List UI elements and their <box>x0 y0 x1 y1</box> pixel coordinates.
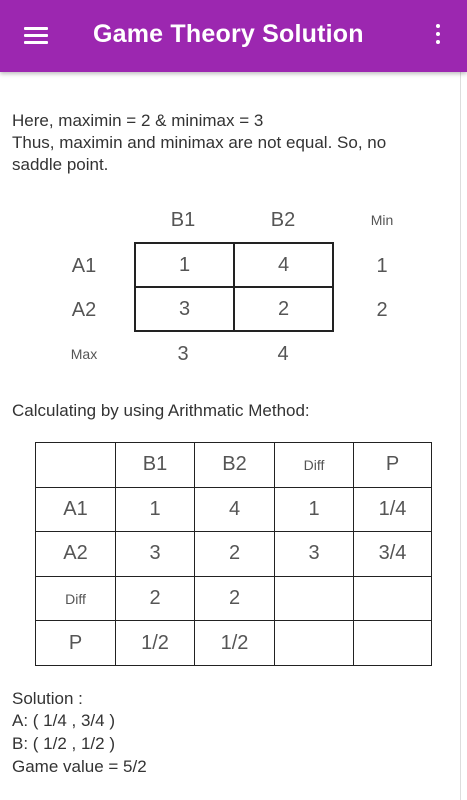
table-row <box>36 576 432 621</box>
table-cell: 1 <box>135 243 234 287</box>
table-row <box>36 487 432 532</box>
table-cell: 3 <box>135 287 234 331</box>
solution-heading: Solution : <box>12 689 83 708</box>
table-cell: Diff <box>36 576 116 621</box>
table-cell: 1/4 <box>354 487 432 532</box>
table-cell: P <box>36 621 116 666</box>
app-title: Game Theory Solution <box>93 20 364 48</box>
table-cell: 1/2 <box>116 621 195 666</box>
table-cell: 3 <box>275 532 354 577</box>
min-header: Min <box>370 212 394 228</box>
payoff-table <box>134 242 334 332</box>
table-cell: 2 <box>195 532 275 577</box>
row-label-a2: A2 <box>71 299 97 321</box>
max-label: Max <box>70 346 98 362</box>
row-label-a1: A1 <box>71 255 97 277</box>
table-cell <box>36 443 116 488</box>
col-max-b2: 4 <box>277 343 289 365</box>
table-row <box>135 287 333 331</box>
not-equal-text: Thus, maximin and minimax are not equal. So, no <box>12 133 387 152</box>
app-bar <box>0 0 467 72</box>
solution-a: A: ( 1/4 , 3/4 ) <box>12 711 115 730</box>
col-header-b2: B2 <box>270 209 296 231</box>
table-row <box>36 621 432 666</box>
table-cell <box>275 576 354 621</box>
table-row <box>36 443 432 488</box>
card-border <box>460 72 461 800</box>
table-cell: 4 <box>195 487 275 532</box>
content-scroll-area[interactable] <box>0 72 467 800</box>
table-cell: B2 <box>195 443 275 488</box>
table-cell: A1 <box>36 487 116 532</box>
col-header-b1: B1 <box>170 209 196 231</box>
table-cell <box>354 576 432 621</box>
table-cell: 1 <box>275 487 354 532</box>
more-vert-icon[interactable] <box>431 24 445 48</box>
table-row <box>135 243 333 287</box>
arithmetic-method-table <box>35 442 432 666</box>
saddle-point-text: saddle point. <box>12 155 109 174</box>
table-cell: A2 <box>36 532 116 577</box>
row-min-a2: 2 <box>376 299 388 321</box>
table-cell: 3 <box>116 532 195 577</box>
hamburger-menu-icon[interactable] <box>24 27 48 45</box>
maximin-minimax-text: Here, maximin = 2 & minimax = 3 <box>12 111 264 130</box>
table-cell: 1 <box>116 487 195 532</box>
col-max-b1: 3 <box>177 343 189 365</box>
method-heading: Calculating by using Arithmatic Method: <box>12 401 310 420</box>
game-value: Game value = 5/2 <box>12 757 147 776</box>
solution-b: B: ( 1/2 , 1/2 ) <box>12 734 115 753</box>
table-row <box>36 532 432 577</box>
table-cell: 3/4 <box>354 532 432 577</box>
table-cell: 2 <box>195 576 275 621</box>
row-min-a1: 1 <box>376 255 388 277</box>
table-cell: P <box>354 443 432 488</box>
table-cell: 1/2 <box>195 621 275 666</box>
table-cell: B1 <box>116 443 195 488</box>
table-cell: 4 <box>234 243 333 287</box>
table-cell <box>354 621 432 666</box>
table-cell: Diff <box>275 443 354 488</box>
table-cell <box>275 621 354 666</box>
table-cell: 2 <box>116 576 195 621</box>
table-cell: 2 <box>234 287 333 331</box>
